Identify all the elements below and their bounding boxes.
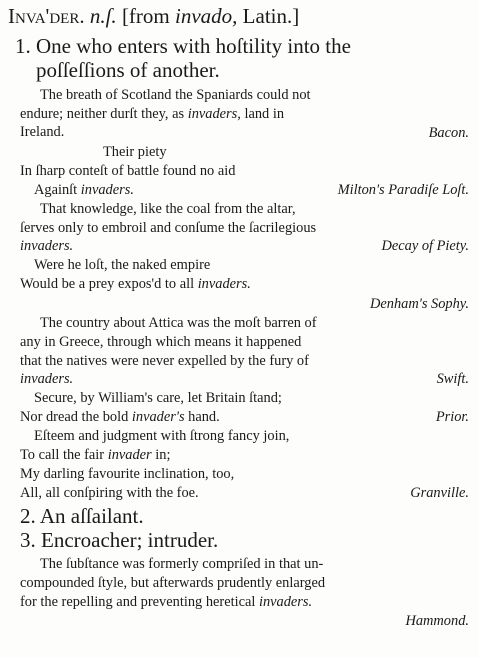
quote-2-line-3-italic: invaders. bbox=[80, 182, 134, 198]
quote-2-line-1: Their piety bbox=[103, 144, 167, 160]
quote-6-line-2-text: Nor dread the bold bbox=[20, 409, 132, 425]
etymology-word: invado, bbox=[175, 4, 238, 28]
quote-8-line-3 bbox=[20, 595, 312, 609]
quote-5-line-3: that the natives were never expelled by the fury of bbox=[20, 353, 309, 369]
quote-1-line-1: The breath of Scotland the Spaniards could not bbox=[40, 87, 311, 103]
quote-8-source: Hammond. bbox=[405, 613, 469, 629]
quote-4-line-1: Were he loſt, the naked empire bbox=[34, 257, 211, 273]
quote-7-line-4: All, all conſpiring with the foe. bbox=[20, 485, 199, 501]
entry-heading bbox=[8, 6, 299, 27]
quote-4-line-2-text: Would be a prey expos'd to all bbox=[20, 276, 198, 292]
sense-3: 3. Encroacher; intruder. bbox=[20, 528, 219, 552]
quote-1-source: Bacon. bbox=[428, 125, 469, 141]
etymology-open: [from bbox=[121, 4, 176, 28]
quote-8-line-1: The ſubſtance was formerly compriſed in that un- bbox=[40, 556, 324, 572]
quote-7-line-2 bbox=[20, 448, 170, 462]
quote-2-line-3 bbox=[34, 183, 134, 197]
part-of-speech: n.ſ. bbox=[89, 4, 117, 28]
sense-2: 2. An aſſailant. bbox=[20, 504, 144, 528]
quote-3-line-3: invaders. bbox=[20, 238, 74, 254]
sense-1-line-1: 1. One who enters with hoſtility into the bbox=[15, 34, 351, 58]
quote-6-line-2-italic: invader's bbox=[131, 409, 185, 425]
quote-7-line-2-end: in; bbox=[151, 447, 171, 463]
quote-5-line-4: invaders. bbox=[20, 371, 74, 387]
quote-4-line-2-italic: invaders. bbox=[197, 276, 251, 292]
quote-4-line-2 bbox=[20, 277, 251, 291]
quote-8-line-2: compounded ſtyle, but afterwards prudently enlarged bbox=[20, 575, 326, 591]
quote-3-line-2: ſerves only to embroil and conſume the ſacrilegious bbox=[20, 220, 317, 236]
quote-1-line-3: Ireland. bbox=[20, 124, 65, 140]
sense-1-line-2: poſſeſſions of another. bbox=[36, 58, 220, 82]
quote-7-line-1: Eſteem and judgment with ſtrong fancy join, bbox=[34, 428, 290, 444]
headword: Inva'der. bbox=[8, 4, 85, 28]
quote-1-line-2-text: endure; neither durſt they, as bbox=[20, 106, 188, 122]
quote-1-line-2-italic: invaders, bbox=[187, 106, 241, 122]
quote-6-line-1: Secure, by William's care, let Britain ſtand; bbox=[34, 390, 282, 406]
quote-4-source: Denham's Sophy. bbox=[369, 296, 469, 312]
quote-2-source: Milton's Paradiſe Loſt. bbox=[337, 182, 469, 198]
quote-2-line-2: In ſharp conteſt of battle found no aid bbox=[20, 163, 236, 179]
quote-6-line-2-end: hand. bbox=[184, 409, 220, 425]
quote-1-line-2-end: land in bbox=[240, 106, 285, 122]
quote-6-line-2 bbox=[20, 410, 220, 424]
quote-8-line-3-italic: invaders. bbox=[258, 594, 313, 610]
quote-8-line-3-text: for the repelling and preventing heretical bbox=[20, 594, 259, 610]
quote-3-source: Decay of Piety. bbox=[381, 238, 469, 254]
quote-6-source: Prior. bbox=[435, 409, 469, 425]
quote-2-line-3-text: Againſt bbox=[34, 182, 81, 198]
quote-7-line-2-italic: invader bbox=[107, 447, 152, 463]
quote-5-source: Swift. bbox=[436, 371, 469, 387]
quote-1-line-2 bbox=[20, 107, 284, 121]
quote-7-line-3: My darling favourite inclination, too, bbox=[20, 466, 235, 482]
quote-7-source: Granville. bbox=[410, 485, 469, 501]
quote-5-line-1: The country about Attica was the moſt barren of bbox=[40, 315, 317, 331]
quote-3-line-1: That knowledge, like the coal from the altar, bbox=[40, 201, 296, 217]
etymology-close: Latin.] bbox=[237, 4, 300, 28]
quote-7-line-2-text: To call the fair bbox=[20, 447, 108, 463]
quote-5-line-2: any in Greece, through which means it happened bbox=[20, 334, 302, 350]
